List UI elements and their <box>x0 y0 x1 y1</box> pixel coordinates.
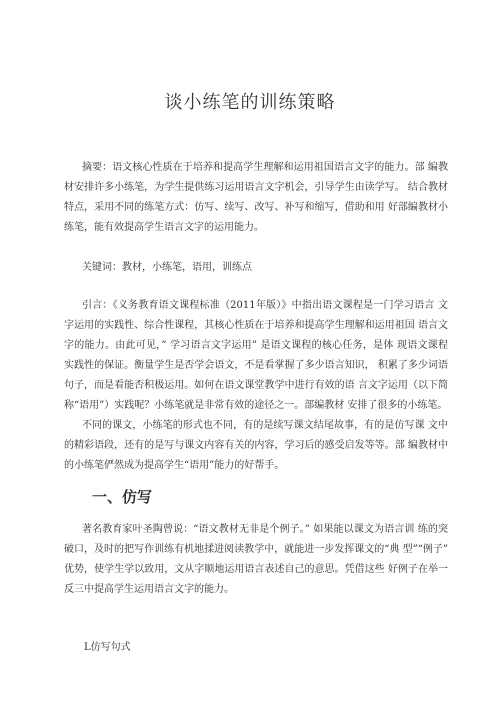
subsection-heading: L仿写句式 <box>84 642 131 653</box>
body-paragraph-2: 不同的课文，小练笔的形式也不同，有的是续写课文结尾故事，有的是仿写课 文中的精彩语段，还有的是写与课文内容有关的内容，学习后的感受启发等等。部 编教材中的小练笔俨然成为提高学生“语用”能力的好帮手。 <box>64 420 448 471</box>
section1-paragraph: 著名教育家叶圣陶曾说：“语文教材无非是个例子。” 如果能以课文为语言训 练的突破口，及时的把写作训练有机地揉进阅读教学中，就能进一步发挥课文的“典 型”“例子” 优势，使学生学以致用，文从字顺地运用语言表述自己的意思。凭借这些 好例子在举一反三中提高学生运用语言文字的能力。 <box>64 524 448 595</box>
document-title: 谈小练笔的训练策略 <box>164 92 336 113</box>
section-heading-imitation: 一、仿写 <box>92 488 153 506</box>
keywords-paragraph: 关键词：教材，小练笔，语用，训练点 <box>82 262 252 273</box>
intro-paragraph: 引言：《义务教育语文课程标准（2011年版）》中指出语文课程是一门学习语言 文字运用的实践性、综合性课程，其核心性质在于培养和提高学生理解和运用祖国 语言文字的能力。由此可见，” 学习语言文字运用” 是语文课程的核心任务，是体 现语文课程实践性的保证。衡量学生是否学会语文，不是看掌握了多少语言知识， 积累了多少词语句子，而是看能否积极运用。如何在语文课堂教学中进行有效的语 言文字运用（以下简称“语用”）实践呢？小练笔就是非常有效的途径之一。部编教材 安排了很多的小练笔。 <box>64 300 448 411</box>
abstract-paragraph: 摘要：语文核心性质在于培养和提高学生理解和运用祖国语言文字的能力。部 编教材安排许多小练笔，为学生提供练习运用语言文字机会，引导学生由读学写。 结合教材特点，采用不同的练笔方式：仿写、续写、改写、补写和缩写，借助和用 好部编教材小练笔，能有效提高学生语言文字的运用能力。 <box>64 162 448 233</box>
